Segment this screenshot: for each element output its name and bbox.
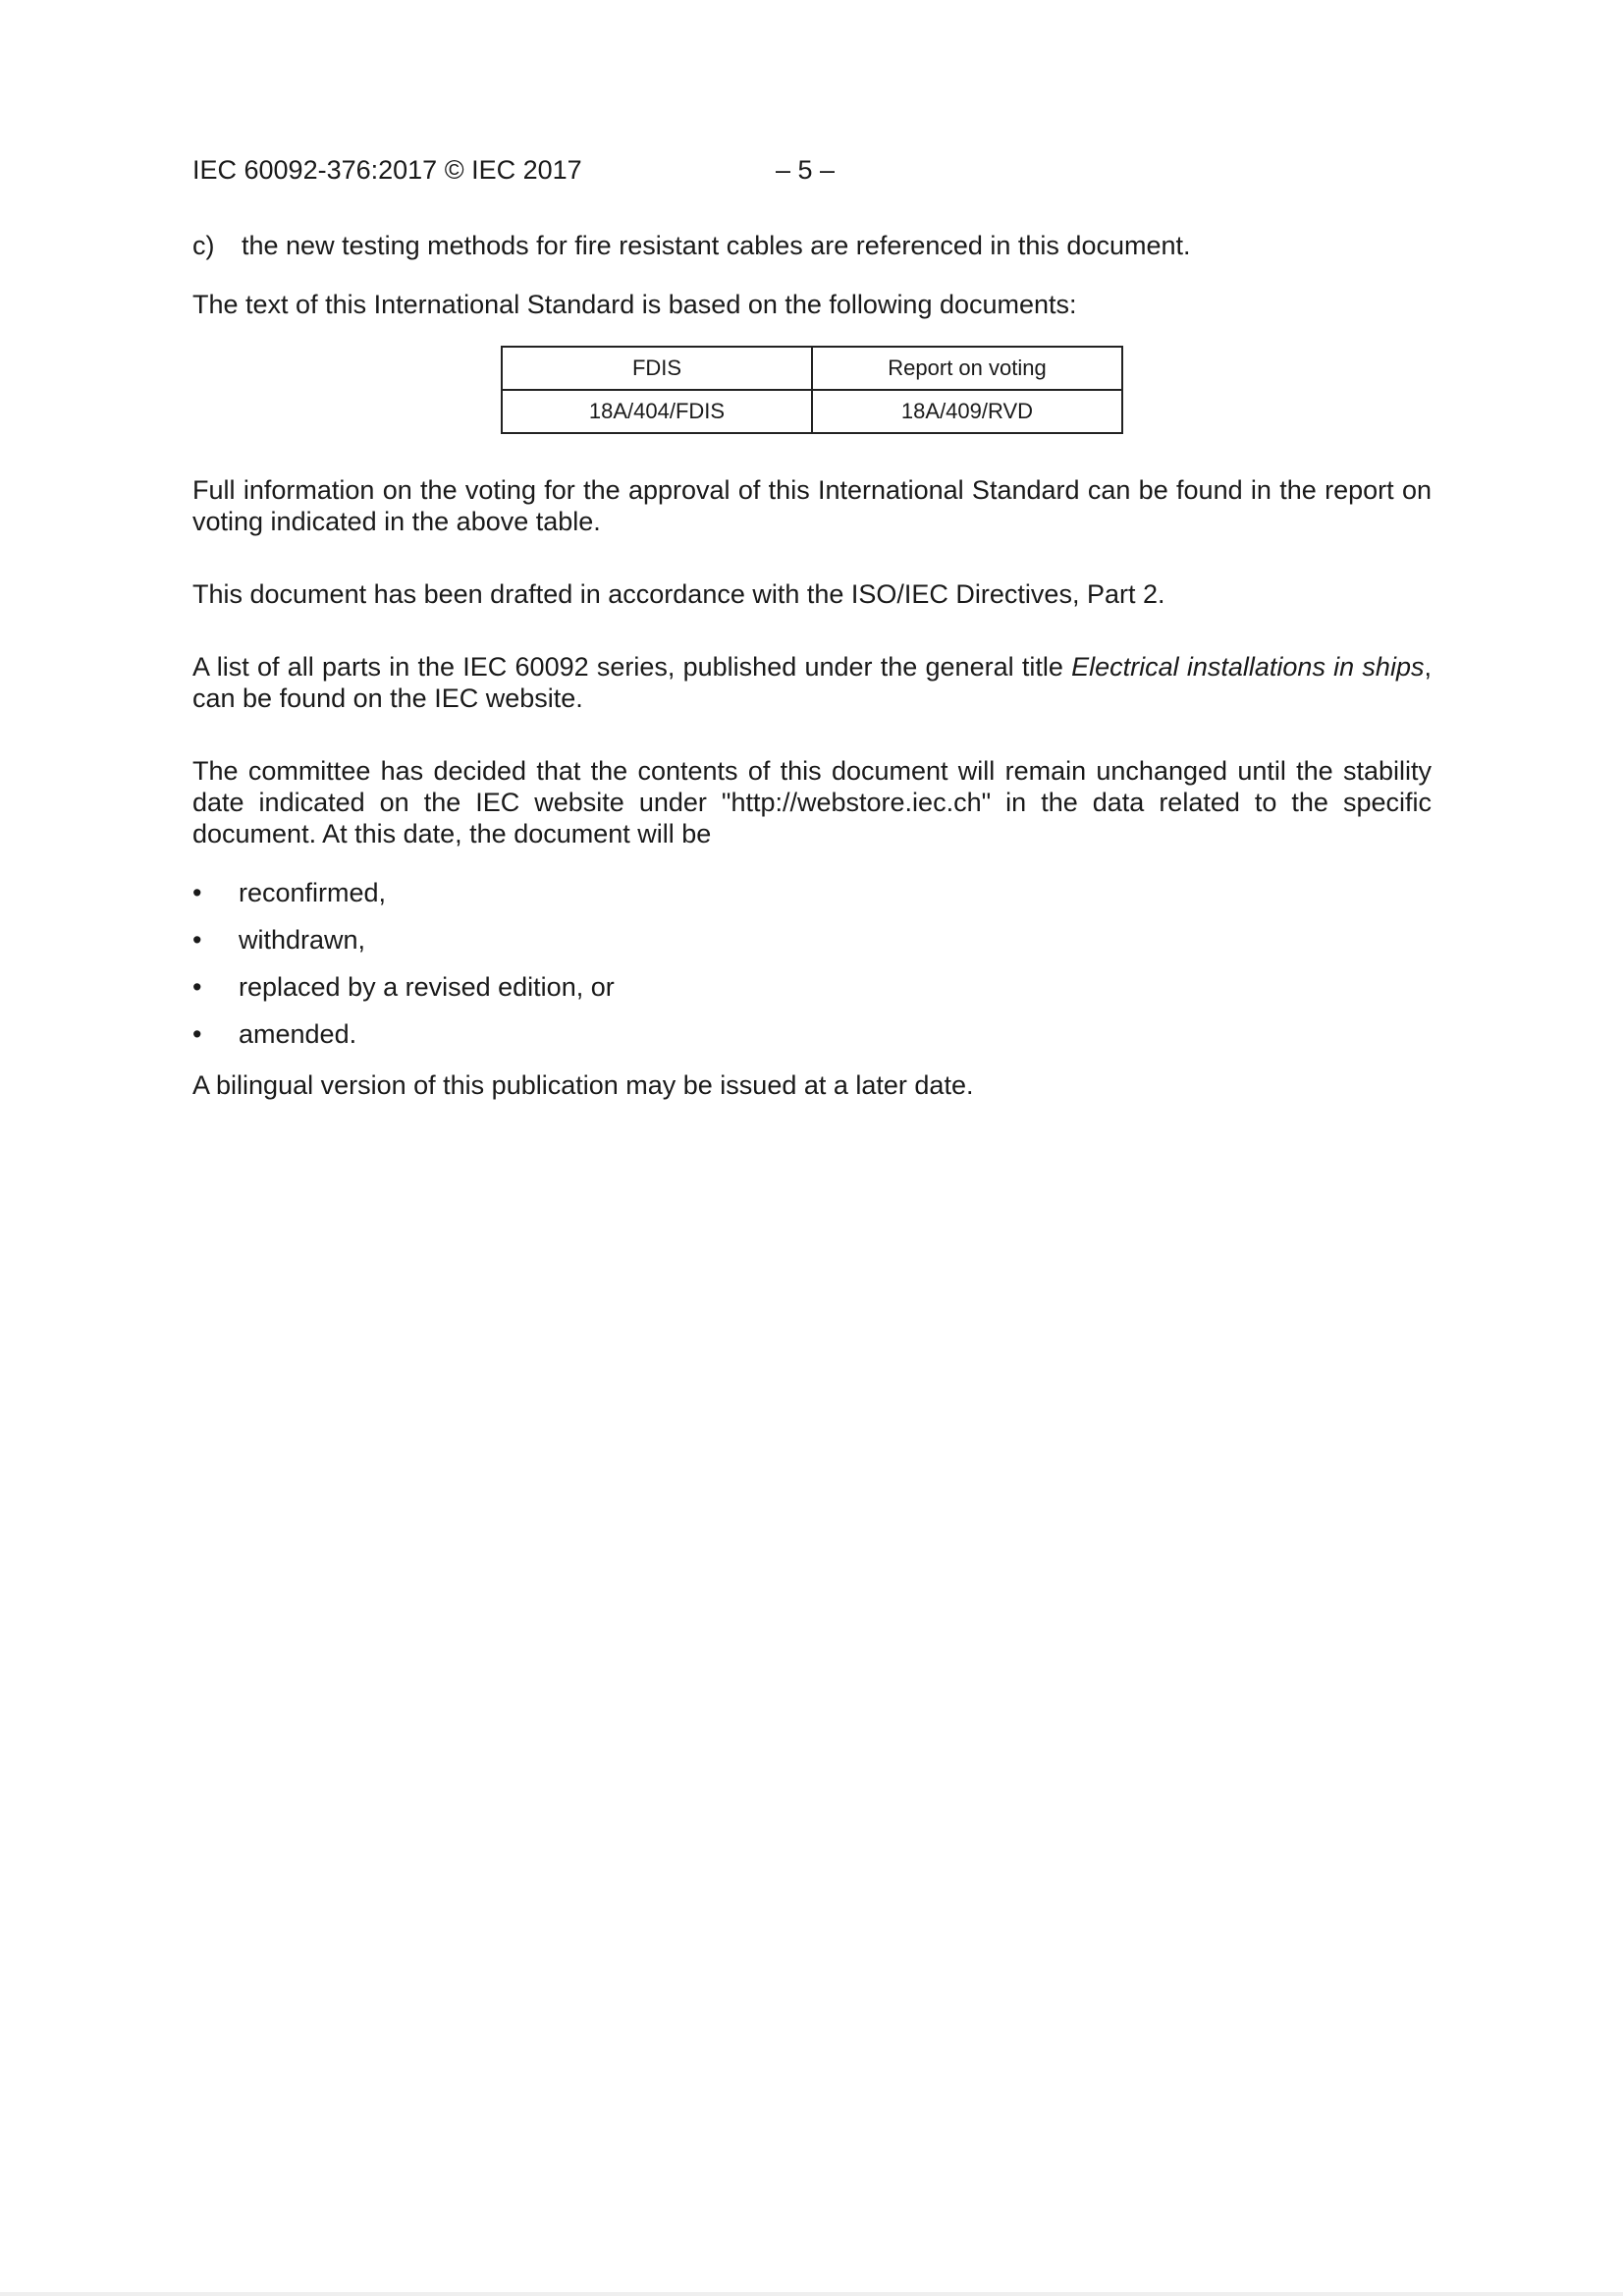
series-text-post: , can be found on the IEC website. [192, 652, 1432, 713]
bullet-icon: • [192, 925, 202, 955]
header-page-number: – 5 – [776, 155, 836, 185]
series-title: Electrical installations in ships [1071, 652, 1425, 682]
bullet-text: reconfirmed, [239, 878, 387, 907]
list-item [192, 877, 1432, 924]
bullet-icon: • [192, 972, 202, 1002]
bullet-text: amended. [239, 1019, 357, 1049]
table-header-fdis: FDIS [502, 347, 812, 390]
list-item-c [192, 230, 1432, 261]
list-item [192, 924, 1432, 971]
bullet-text: replaced by a revised edition, or [239, 972, 615, 1002]
bilingual-paragraph: A bilingual version of this publication may be issued at a later date. [192, 1070, 974, 1100]
list-item [192, 971, 1432, 1018]
table-intro-paragraph: The text of this International Standard is based on the following documents: [192, 290, 1077, 319]
bullet-text: withdrawn, [239, 925, 366, 955]
documents-table-wrapper [192, 346, 1432, 434]
header-document-id: IEC 60092-376:2017 © IEC 2017 [192, 155, 582, 185]
list-item [192, 1018, 1432, 1066]
bullet-icon: • [192, 1019, 202, 1049]
page-bottom-edge [0, 2292, 1623, 2296]
document-body [192, 230, 1432, 1101]
series-paragraph [192, 651, 1432, 714]
bullet-icon: • [192, 878, 202, 907]
drafting-paragraph: This document has been drafted in accordance with the ISO/IEC Directives, Part 2. [192, 579, 1165, 609]
series-text-pre: A list of all parts in the IEC 60092 series, published under the general title [192, 652, 1072, 682]
documents-table [501, 346, 1123, 434]
voting-info-paragraph: Full information on the voting for the approval of this International Standard can be found in the report on voting indicated in the above table. [192, 475, 1432, 536]
bullet-list [192, 877, 1432, 1066]
list-item-c-text: the new testing methods for fire resistant cables are referenced in this document. [242, 231, 1191, 260]
list-item-c-marker: c) [192, 231, 215, 260]
table-header-report: Report on voting [812, 347, 1122, 390]
table-cell-fdis: 18A/404/FDIS [502, 390, 812, 433]
table-cell-rvd: 18A/409/RVD [812, 390, 1122, 433]
stability-paragraph: The committee has decided that the contents of this document will remain unchanged until the stability date indicated on the IEC website under "http://webstore.iec.ch" in the data related to the specific document. At this date, the document will be [192, 756, 1432, 848]
table-header-row [502, 347, 1122, 390]
table-row [502, 390, 1122, 433]
